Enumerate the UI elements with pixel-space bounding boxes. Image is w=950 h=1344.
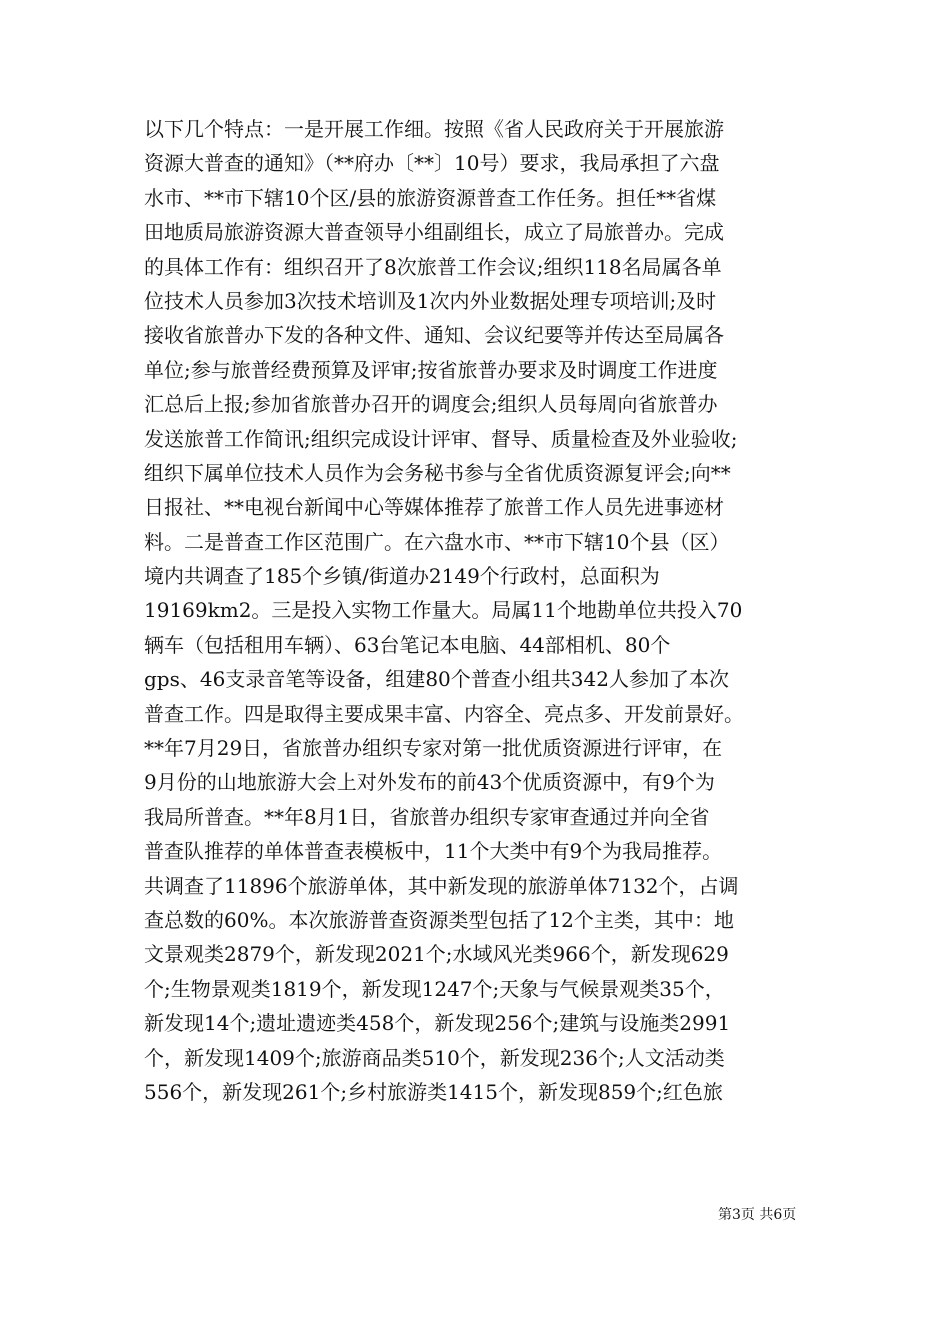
text-line: 19169km2。三是投入实物工作量大。局属11个地勘单位共投入70 xyxy=(144,598,743,623)
text-line: 新发现14个;遗址遗迹类458个，新发现256个;建筑与设施类2991 xyxy=(144,1011,731,1036)
text-line: 556个，新发现261个;乡村旅游类1415个，新发现859个;红色旅 xyxy=(144,1079,723,1104)
text-line: 汇总后上报;参加省旅普办召开的调度会;组织人员每周向省旅普办 xyxy=(144,392,718,417)
text-line: gps、46支录音笔等设备，组建80个普查小组共342人参加了本次 xyxy=(144,667,729,692)
text-line: 普查工作。四是取得主要成果丰富、内容全、亮点多、开发前景好。 xyxy=(144,701,744,726)
text-line: 资源大普查的通知》（**府办〔**〕10号）要求，我局承担了六盘 xyxy=(144,151,720,176)
text-line: 我局所普查。**年8月1日，省旅普办组织专家审查通过并向全省 xyxy=(144,804,710,829)
text-line: 发送旅普工作简讯;组织完成设计评审、督导、质量检查及外业验收; xyxy=(144,426,738,451)
text-line: 接收省旅普办下发的各种文件、通知、会议纪要等并传达至局属各 xyxy=(144,323,724,348)
text-line: 境内共调查了185个乡镇/街道办2149个行政村，总面积为 xyxy=(144,564,660,589)
text-line: **年7月29日，省旅普办组织专家对第一批优质资源进行评审，在 xyxy=(144,736,723,761)
text-line: 个，新发现1409个;旅游商品类510个，新发现236个;人文活动类 xyxy=(144,1045,725,1070)
text-line: 的具体工作有：组织召开了8次旅普工作会议;组织118名局属各单 xyxy=(144,254,722,279)
text-line: 田地质局旅游资源大普查领导小组副组长，成立了局旅普办。完成 xyxy=(144,220,724,245)
text-line: 位技术人员参加3次技术培训及1次内外业数据处理专项培训;及时 xyxy=(144,288,717,313)
body-text xyxy=(144,112,824,1109)
text-line: 文景观类2879个，新发现2021个;水域风光类966个，新发现629 xyxy=(144,942,729,967)
text-line: 共调查了11896个旅游单体，其中新发现的旅游单体7132个，占调 xyxy=(144,873,739,898)
text-line: 查总数的60%。本次旅游普查资源类型包括了12个主类，其中：地 xyxy=(144,907,734,932)
text-line: 以下几个特点：一是开展工作细。按照《省人民政府关于开展旅游 xyxy=(144,117,724,141)
text-line: 普查队推荐的单体普查表模板中，11个大类中有9个为我局推荐。 xyxy=(144,839,723,864)
text-line: 日报社、**电视台新闻中心等媒体推荐了旅普工作人员先进事迹材 xyxy=(144,495,724,520)
text-line: 9月份的山地旅游大会上对外发布的前43个优质资源中，有9个为 xyxy=(144,770,715,795)
text-line: 单位;参与旅普经费预算及评审;按省旅普办要求及时调度工作进度 xyxy=(144,357,718,382)
text-line: 辆车（包括租用车辆）、63台笔记本电脑、44部相机、80个 xyxy=(144,632,671,657)
page-number-footer: 第3页 共6页 xyxy=(718,1207,797,1223)
text-line: 个;生物景观类1819个，新发现1247个;天象与气候景观类35个， xyxy=(144,976,725,1001)
text-line: 水市、**市下辖10个区/县的旅游资源普查工作任务。担任**省煤 xyxy=(144,185,717,210)
text-line: 料。二是普查工作区范围广。在六盘水市、**市下辖10个县（区） xyxy=(144,529,730,554)
text-line: 组织下属单位技术人员作为会务秘书参与全省优质资源复评会;向** xyxy=(144,460,731,485)
